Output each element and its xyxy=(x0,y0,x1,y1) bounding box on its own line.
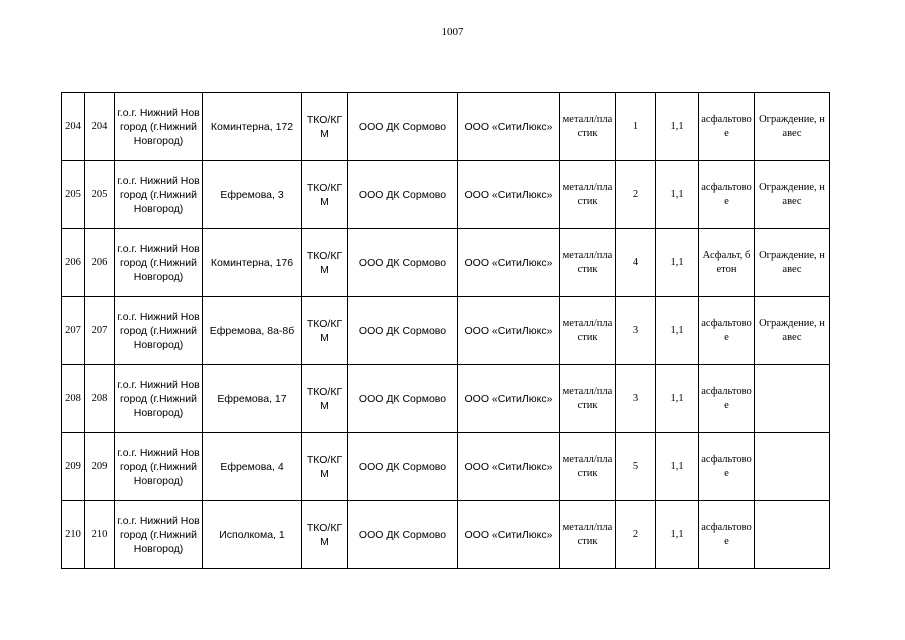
municipality-cell: г.о.г. Нижний Новгород (г.Нижний Новгород) xyxy=(115,229,203,297)
table-row xyxy=(62,433,830,501)
operator-cell: ООО «СитиЛюкс» xyxy=(458,161,560,229)
table-row xyxy=(62,365,830,433)
address-cell: Ефремова, 4 xyxy=(203,433,302,501)
row-index-cell: 209 xyxy=(85,433,115,501)
waste-type-cell: ТКО/КГМ xyxy=(302,433,348,501)
address-cell: Коминтерна, 172 xyxy=(203,93,302,161)
operator-cell: ООО «СитиЛюкс» xyxy=(458,433,560,501)
municipality-cell: г.о.г. Нижний Новгород (г.Нижний Новгород) xyxy=(115,501,203,569)
operator-cell: ООО «СитиЛюкс» xyxy=(458,229,560,297)
container-count-cell: 4 xyxy=(616,229,656,297)
municipality-cell: г.о.г. Нижний Новгород (г.Нижний Новгород) xyxy=(115,433,203,501)
surface-cell: асфальтовое xyxy=(699,93,755,161)
address-cell: Ефремова, 3 xyxy=(203,161,302,229)
row-index-cell: 206 xyxy=(85,229,115,297)
container-count-cell: 2 xyxy=(616,501,656,569)
operator-cell: ООО «СитиЛюкс» xyxy=(458,501,560,569)
owner-cell: ООО ДК Сормово xyxy=(348,365,458,433)
surface-cell: асфальтовое xyxy=(699,433,755,501)
row-index-cell: 207 xyxy=(85,297,115,365)
row-number-cell: 209 xyxy=(62,433,85,501)
registry-table xyxy=(61,92,830,569)
waste-type-cell: ТКО/КГМ xyxy=(302,297,348,365)
municipality-cell: г.о.г. Нижний Новгород (г.Нижний Новгород) xyxy=(115,297,203,365)
container-count-cell: 3 xyxy=(616,297,656,365)
container-volume-cell: 1,1 xyxy=(656,501,699,569)
row-index-cell: 204 xyxy=(85,93,115,161)
operator-cell: ООО «СитиЛюкс» xyxy=(458,93,560,161)
container-material-cell: металл/пластик xyxy=(560,501,616,569)
container-count-cell: 3 xyxy=(616,365,656,433)
container-material-cell: металл/пластик xyxy=(560,93,616,161)
fence-cell: Ограждение, навес xyxy=(755,93,830,161)
row-number-cell: 207 xyxy=(62,297,85,365)
table-row xyxy=(62,93,830,161)
container-volume-cell: 1,1 xyxy=(656,365,699,433)
surface-cell: асфальтовое xyxy=(699,501,755,569)
table-row xyxy=(62,229,830,297)
surface-cell: асфальтовое xyxy=(699,161,755,229)
operator-cell: ООО «СитиЛюкс» xyxy=(458,297,560,365)
row-number-cell: 206 xyxy=(62,229,85,297)
municipality-cell: г.о.г. Нижний Новгород (г.Нижний Новгород) xyxy=(115,161,203,229)
waste-type-cell: ТКО/КГМ xyxy=(302,229,348,297)
container-material-cell: металл/пластик xyxy=(560,229,616,297)
row-number-cell: 210 xyxy=(62,501,85,569)
container-material-cell: металл/пластик xyxy=(560,297,616,365)
container-volume-cell: 1,1 xyxy=(656,161,699,229)
waste-type-cell: ТКО/КГМ xyxy=(302,93,348,161)
row-index-cell: 210 xyxy=(85,501,115,569)
address-cell: Ефремова, 17 xyxy=(203,365,302,433)
owner-cell: ООО ДК Сормово xyxy=(348,161,458,229)
container-material-cell: металл/пластик xyxy=(560,365,616,433)
row-index-cell: 205 xyxy=(85,161,115,229)
fence-cell xyxy=(755,433,830,501)
waste-type-cell: ТКО/КГМ xyxy=(302,161,348,229)
container-volume-cell: 1,1 xyxy=(656,297,699,365)
fence-cell: Ограждение, навес xyxy=(755,297,830,365)
address-cell: Исполкома, 1 xyxy=(203,501,302,569)
container-material-cell: металл/пластик xyxy=(560,433,616,501)
address-cell: Коминтерна, 176 xyxy=(203,229,302,297)
container-volume-cell: 1,1 xyxy=(656,93,699,161)
fence-cell xyxy=(755,365,830,433)
container-material-cell: металл/пластик xyxy=(560,161,616,229)
page-number: 1007 xyxy=(441,26,464,38)
owner-cell: ООО ДК Сормово xyxy=(348,229,458,297)
waste-type-cell: ТКО/КГМ xyxy=(302,365,348,433)
owner-cell: ООО ДК Сормово xyxy=(348,93,458,161)
table-row xyxy=(62,297,830,365)
row-number-cell: 208 xyxy=(62,365,85,433)
fence-cell: Ограждение, навес xyxy=(755,229,830,297)
owner-cell: ООО ДК Сормово xyxy=(348,433,458,501)
fence-cell xyxy=(755,501,830,569)
owner-cell: ООО ДК Сормово xyxy=(348,297,458,365)
fence-cell: Ограждение, навес xyxy=(755,161,830,229)
table-row xyxy=(62,161,830,229)
municipality-cell: г.о.г. Нижний Новгород (г.Нижний Новгород) xyxy=(115,93,203,161)
row-number-cell: 205 xyxy=(62,161,85,229)
table-row xyxy=(62,501,830,569)
address-cell: Ефремова, 8а-8б xyxy=(203,297,302,365)
container-count-cell: 2 xyxy=(616,161,656,229)
container-count-cell: 1 xyxy=(616,93,656,161)
surface-cell: Асфальт, бетон xyxy=(699,229,755,297)
waste-type-cell: ТКО/КГМ xyxy=(302,501,348,569)
surface-cell: асфальтовое xyxy=(699,297,755,365)
container-volume-cell: 1,1 xyxy=(656,433,699,501)
owner-cell: ООО ДК Сормово xyxy=(348,501,458,569)
row-index-cell: 208 xyxy=(85,365,115,433)
container-count-cell: 5 xyxy=(616,433,656,501)
surface-cell: асфальтовое xyxy=(699,365,755,433)
container-volume-cell: 1,1 xyxy=(656,229,699,297)
row-number-cell: 204 xyxy=(62,93,85,161)
operator-cell: ООО «СитиЛюкс» xyxy=(458,365,560,433)
municipality-cell: г.о.г. Нижний Новгород (г.Нижний Новгород) xyxy=(115,365,203,433)
